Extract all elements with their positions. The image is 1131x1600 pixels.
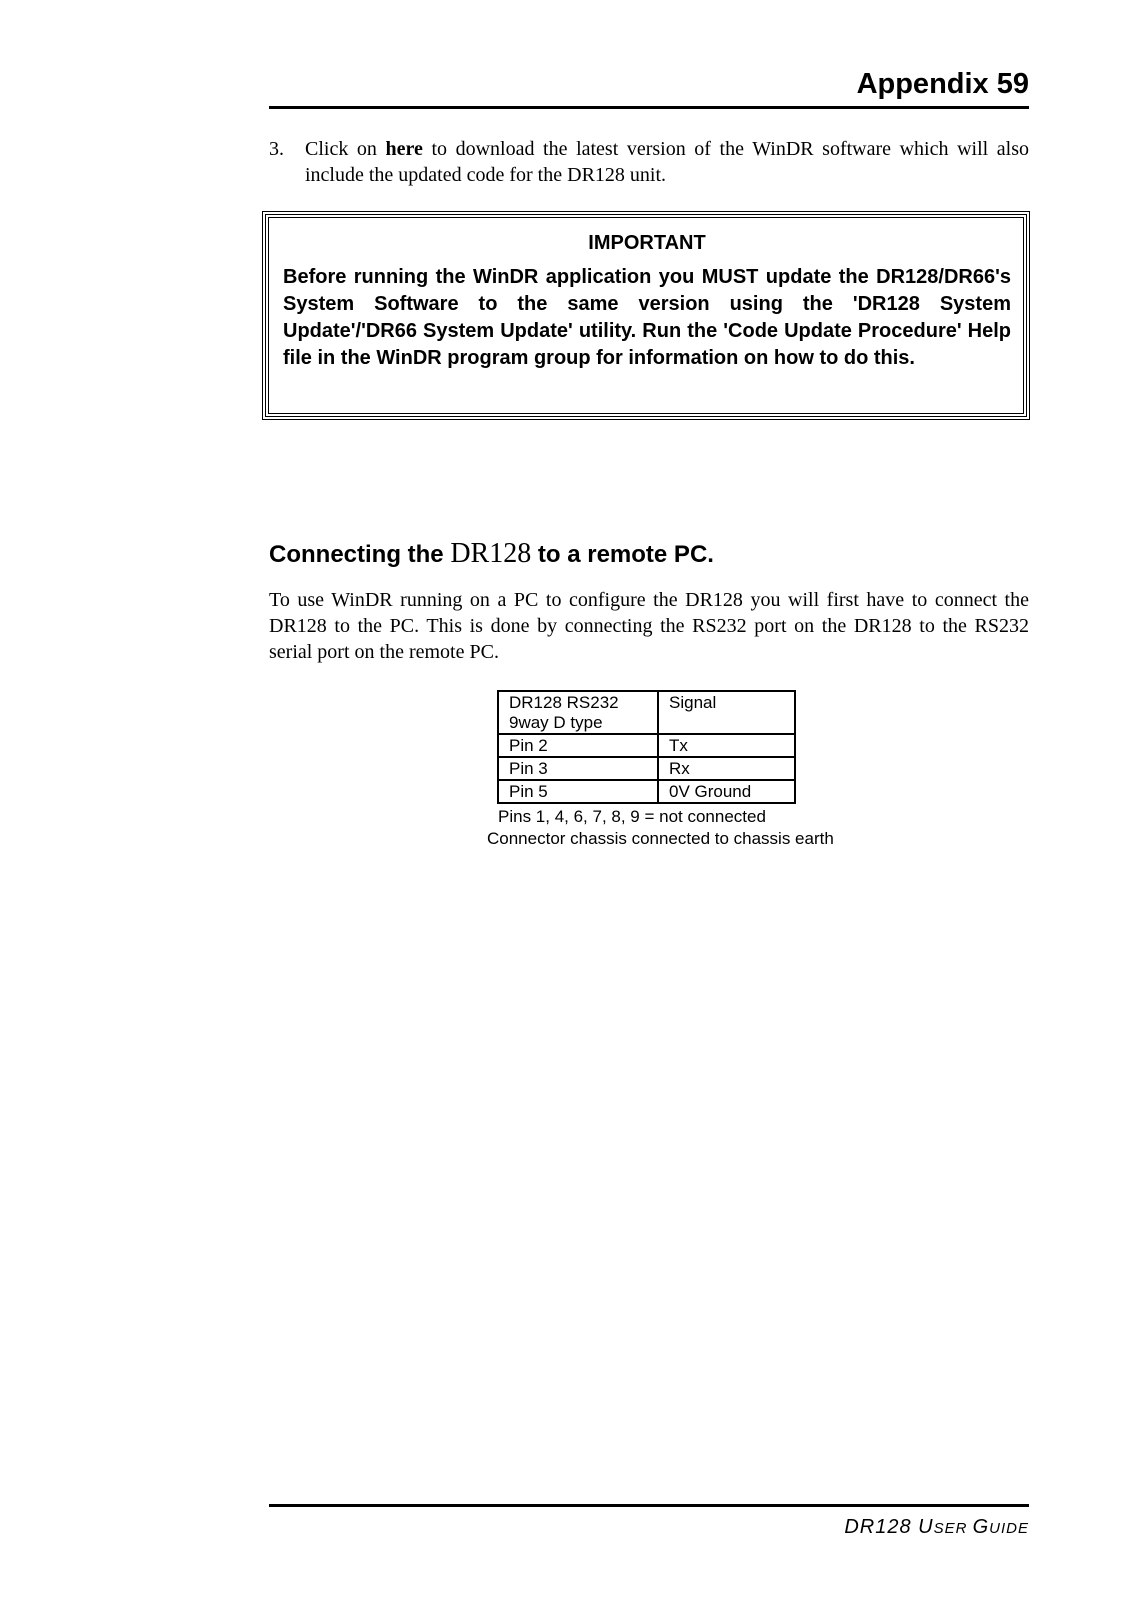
- step-3: [269, 136, 1029, 188]
- footer-g: G: [972, 1516, 990, 1538]
- table-cell: Rx: [658, 757, 795, 780]
- table-row: [498, 757, 795, 780]
- important-title: IMPORTANT: [588, 232, 706, 254]
- download-link[interactable]: here: [385, 138, 423, 160]
- step-text-before: Click on: [305, 138, 386, 160]
- table-row: [498, 734, 795, 757]
- footer-title: [844, 1516, 1029, 1538]
- footer-product: DR128: [844, 1516, 919, 1538]
- important-box: [265, 214, 1027, 417]
- table-note-unconnected: Pins 1, 4, 6, 7, 8, 9 = not connected: [498, 807, 766, 826]
- table-header-row: [498, 691, 795, 734]
- important-body: Before running the WinDR application you MUST update the DR128/DR66's System Software to the same version using the 'DR128 System Update'/'DR66 System Update' utility. Run the 'Code Update Procedure' Help file in the WinDR program group for information on how to do this.: [283, 266, 1011, 369]
- table-header-cell: Signal: [658, 691, 795, 734]
- step-number: 3.: [269, 138, 284, 160]
- table-note-chassis: Connector chassis connected to chassis earth: [487, 829, 834, 848]
- footer-ser: SER: [933, 1520, 973, 1537]
- footer-u: U: [918, 1516, 934, 1538]
- page-title: Appendix 59: [856, 68, 1029, 100]
- section-heading-after: to a remote PC.: [531, 541, 714, 568]
- page-header: [269, 66, 1029, 109]
- table-row: [498, 780, 795, 803]
- step-text-after: to download the latest version of the WinDR software which will also include the updated code for the DR128 unit.: [305, 138, 1029, 186]
- connection-paragraph: To use WinDR running on a PC to configure the DR128 you will first have to connect the DR128 to the PC. This is done by connecting the RS232 port on the DR128 to the RS232 serial port on the remote PC.: [269, 589, 1029, 663]
- section-heading-before: Connecting the: [269, 541, 451, 568]
- footer-uide: UIDE: [989, 1520, 1029, 1537]
- section-heading: [269, 538, 1029, 571]
- table-cell: 0V Ground: [658, 780, 795, 803]
- pin-table: [497, 690, 796, 804]
- table-cell: Pin 3: [498, 757, 658, 780]
- table-cell: Tx: [658, 734, 795, 757]
- table-cell: Pin 2: [498, 734, 658, 757]
- table-cell: Pin 5: [498, 780, 658, 803]
- table-header-cell: DR128 RS232 9way D type: [498, 691, 658, 734]
- section-heading-product: DR128: [450, 538, 532, 569]
- step-text: [305, 136, 1029, 188]
- page-footer: [269, 1504, 1029, 1541]
